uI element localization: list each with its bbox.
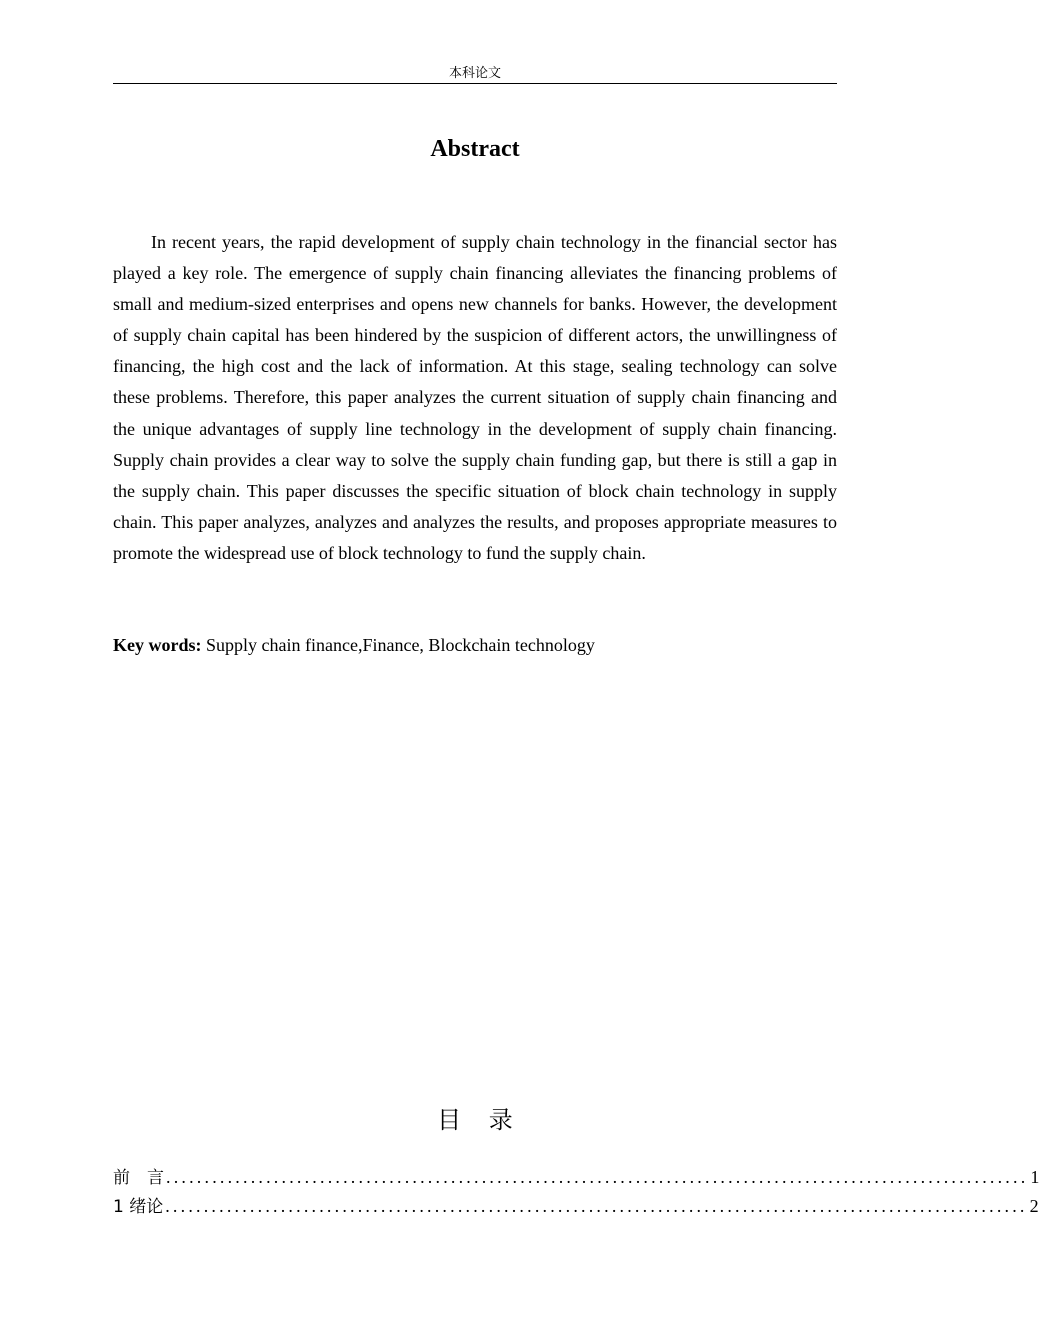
toc-leader-dots: ................................................................................................................ [165, 1196, 1028, 1216]
keywords-line [113, 631, 837, 659]
toc-leader-dots: ................................................................................................................ [166, 1167, 1029, 1187]
toc-entry-page: 1 [1030, 1167, 1039, 1187]
toc-entry-introduction[interactable] [113, 1192, 1039, 1221]
toc-entry-preface[interactable] [113, 1163, 1039, 1192]
toc-entry-label: 前 言 [113, 1168, 164, 1188]
running-header: 本科论文 [448, 66, 501, 81]
toc-list [113, 1163, 1039, 1221]
toc-entry-page: 2 [1029, 1196, 1039, 1216]
toc-entry-label: 1 绪论 [113, 1197, 164, 1217]
toc-title: 目 录 [437, 1106, 523, 1134]
keywords-text: Supply chain finance,Finance, Blockchain technology [201, 635, 595, 655]
abstract-title: Abstract [430, 136, 520, 162]
keywords-label: Key words: [113, 635, 202, 655]
abstract-body: In recent years, the rapid development of supply chain technology in the financial sector has played a key role. The emergence of supply chain financing alleviates the financing problems of small and medium-sized enterprises and opens new channels for banks. However, the development of supply chain capital has been hindered by the suspicion of different actors, the unwillingness of financing, the high cost and the lack of information. At this stage, sealing technology can solve these problems. Therefore, this paper analyzes the current situation of supply chain financing and the unique advantages of supply line technology in the development of supply chain financing. Supply chain provides a clear way to solve the supply chain funding gap, but there is still a gap in the supply chain. This paper discusses the specific situation of block chain technology in supply chain. This paper analyzes, analyzes and analyzes the results, and proposes appropriate measures to promote the widespread use of block technology to fund the supply chain. [113, 232, 837, 563]
header-rule [113, 83, 837, 84]
